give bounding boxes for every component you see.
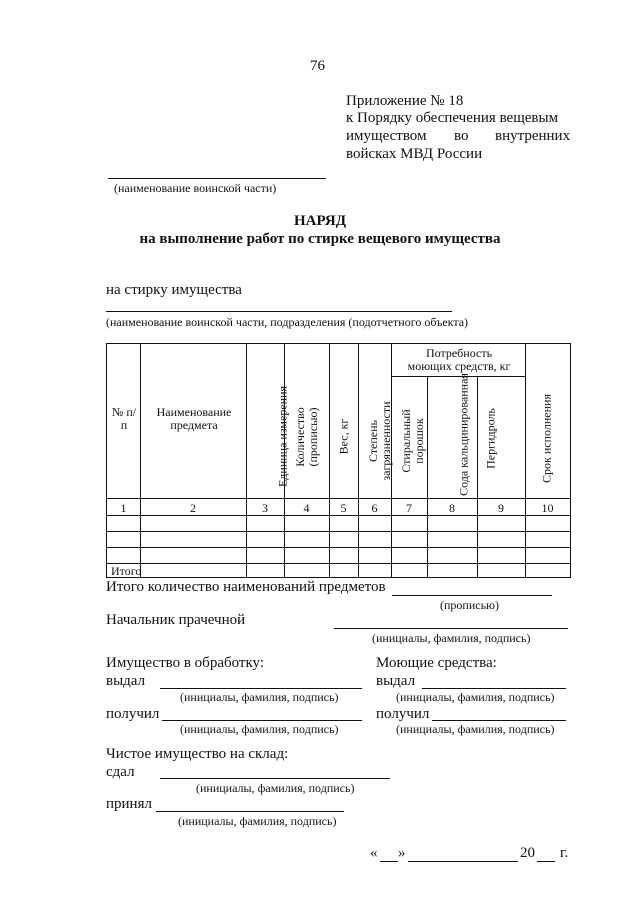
date-year-field[interactable]	[537, 861, 555, 862]
page-number: 76	[310, 58, 325, 74]
appendix-line-1: Приложение № 18	[346, 93, 464, 109]
detergents-issued-field[interactable]	[422, 688, 566, 689]
laundry-head-field[interactable]	[334, 628, 568, 629]
detergents-issued-label: выдал	[376, 673, 416, 689]
appendix-line-3b: во	[454, 128, 469, 144]
col-header-powder: Стиральный порошок	[399, 409, 426, 473]
col-number: 5	[340, 501, 347, 515]
col-number: 9	[498, 501, 504, 515]
detergents-received-label: получил	[376, 706, 430, 722]
col-header-deadline: Срок исполнения	[539, 394, 554, 483]
clean-handed-label: сдал	[106, 764, 135, 780]
clean-handed-field[interactable]	[160, 778, 390, 779]
detergents-received-field[interactable]	[432, 720, 566, 721]
col-header-soda: Сода кальцинированная	[456, 373, 471, 496]
col-header-degree: Степень загрязненности	[366, 401, 393, 481]
appendix-line-4: войсках МВД России	[346, 146, 483, 162]
for-washing-field[interactable]	[106, 311, 452, 312]
clean-accepted-field[interactable]	[156, 811, 344, 812]
detergents-heading: Моющие средства:	[376, 655, 497, 671]
document-title: НАРЯД	[293, 213, 347, 229]
date-year-prefix: 20	[520, 845, 535, 861]
col-header-peroxide: Пергидроль	[483, 408, 498, 469]
property-received-label: получил	[106, 706, 160, 722]
col-header-name: Наименование предмета	[156, 405, 232, 432]
col-number: 2	[190, 501, 196, 515]
col-number: 3	[262, 501, 268, 515]
property-issued-caption: (инициалы, фамилия, подпись)	[180, 690, 339, 704]
laundry-head-caption: (инициалы, фамилия, подпись)	[372, 631, 531, 645]
detergents-received-caption: (инициалы, фамилия, подпись)	[396, 722, 555, 736]
date-month-field[interactable]	[408, 861, 518, 862]
date-year-suffix: г.	[560, 845, 569, 861]
property-processing-heading: Имущество в обработку:	[106, 655, 265, 671]
property-issued-label: выдал	[106, 673, 146, 689]
appendix-line-3c: внутренних	[495, 128, 571, 144]
total-count-field[interactable]	[392, 595, 552, 596]
table-total-label: Итого	[111, 564, 142, 578]
col-header-no: № п/п	[111, 405, 137, 432]
washing-table	[106, 343, 571, 578]
property-received-field[interactable]	[162, 720, 362, 721]
total-count-label: Итого количество наименований предметов	[106, 579, 386, 595]
clean-accepted-caption: (инициалы, фамилия, подпись)	[178, 814, 337, 828]
appendix-line-3a: имуществом	[346, 128, 427, 144]
col-number: 1	[120, 501, 127, 515]
date-open-quote: «	[370, 845, 378, 861]
col-number: 10	[541, 501, 554, 515]
col-header-needs: Потребность моющих средств, кг	[407, 346, 511, 373]
col-number: 8	[449, 501, 455, 515]
detergents-issued-caption: (инициалы, фамилия, подпись)	[396, 690, 555, 704]
col-number: 4	[303, 501, 310, 515]
for-washing-caption: (наименование воинской части, подразделения (подотчетного объекта)	[106, 315, 469, 329]
total-count-caption: (прописью)	[440, 598, 500, 612]
appendix-line-2: к Порядку обеспечения вещевым	[346, 110, 559, 126]
clean-accepted-label: принял	[106, 796, 152, 812]
col-header-weight: Вес, кг	[336, 418, 351, 455]
col-number: 6	[371, 501, 378, 515]
property-received-caption: (инициалы, фамилия, подпись)	[180, 722, 339, 736]
unit-name-caption: (наименование воинской части)	[114, 181, 277, 195]
col-number: 7	[406, 501, 412, 515]
date-day-field[interactable]	[380, 861, 398, 862]
property-issued-field[interactable]	[160, 688, 362, 689]
col-header-qty: Количество (прописью)	[293, 407, 320, 467]
for-washing-label: на стирку имущества	[106, 282, 242, 298]
unit-name-field[interactable]	[108, 178, 326, 179]
col-header-unit: Единица измерения	[275, 385, 290, 488]
document-subtitle: на выполнение работ по стирке вещевого имущества	[139, 231, 501, 247]
laundry-head-label: Начальник прачечной	[106, 612, 246, 628]
date-close-quote: »	[398, 845, 406, 861]
clean-handed-caption: (инициалы, фамилия, подпись)	[196, 781, 355, 795]
clean-property-heading: Чистое имущество на склад:	[106, 746, 289, 762]
